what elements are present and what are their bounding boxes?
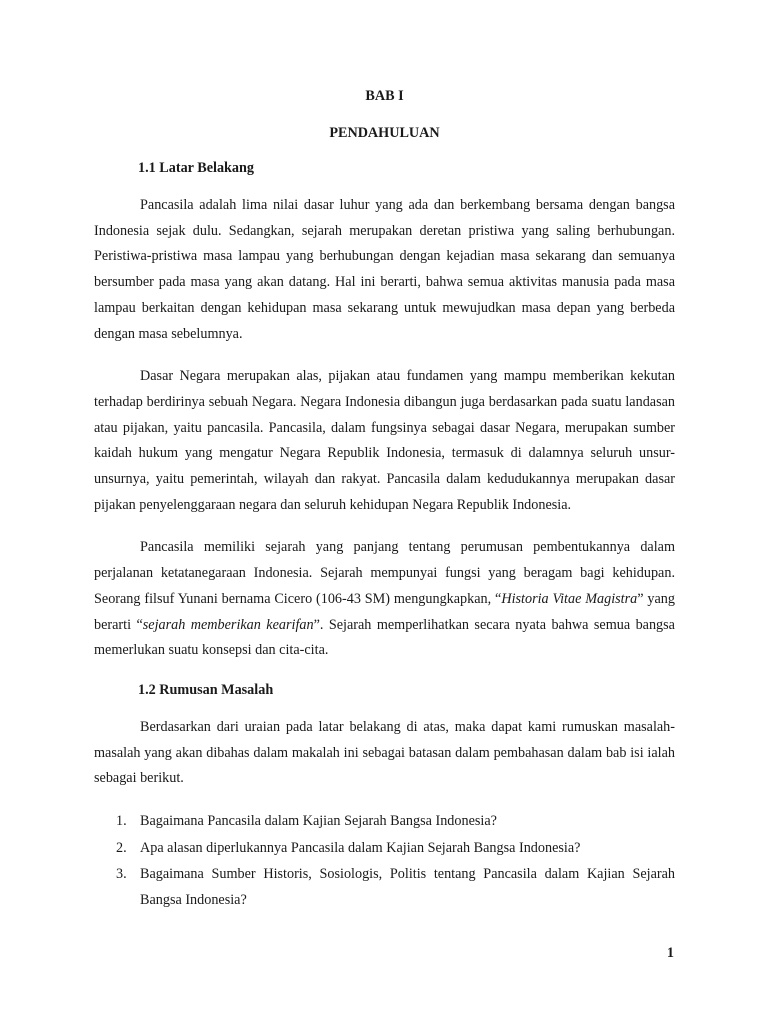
- page-number: 1: [666, 945, 674, 961]
- list-item: [94, 809, 675, 835]
- paragraph: Berdasarkan dari uraian pada latar belakang di atas, maka dapat kami rumuskan masalah-masalah yang akan dibahas dalam makalah ini sebagai batasan dalam pembahasan dalam bab isi ialah sebagai berikut.: [94, 718, 675, 787]
- chapter-title: PENDAHULUAN: [329, 125, 440, 141]
- list-item-text: Bagaimana Sumber Historis, Sosiologis, Politis tentang Pancasila dalam Kajian Sejarah Bangsa Indonesia?: [140, 866, 675, 909]
- paragraph: Dasar Negara merupakan alas, pijakan atau fundamen yang mampu memberikan kekutan terhadap berdirinya sebuah Negara. Negara Indonesia dibangun juga berdasarkan pada suatu landasan atau pijakan, yaitu pancasila. Pancasila, dalam fungsinya sebagai dasar Negara, merupakan sumber kaidah hukum yang mengatur Negara Republik Indonesia, termasuk di dalamnya seluruh unsur-unsurnya, yaitu pemerintah, wilayah dan rakyat. Pancasila dalam kedudukannya merupakan dasar pijakan penyelenggaraan negara dan seluruh kehidupan Negara Republik Indonesia.: [94, 368, 675, 513]
- list-item-text: Bagaimana Pancasila dalam Kajian Sejarah Bangsa Indonesia?: [140, 813, 497, 830]
- italic-phrase: Historia Vitae Magistra: [501, 590, 638, 607]
- paragraph: [94, 535, 675, 664]
- list-item: [94, 862, 675, 913]
- list-item: [94, 836, 675, 862]
- paragraph-text: ” yang berarti “: [94, 590, 675, 633]
- page-content: [94, 84, 675, 915]
- list-item-text: Apa alasan diperlukannya Pancasila dalam Kajian Sejarah Bangsa Indonesia?: [140, 839, 581, 856]
- list-number: 3.: [116, 866, 127, 883]
- chapter-label: BAB I: [365, 88, 404, 104]
- question-list: [94, 809, 675, 914]
- paragraph-text: ”. Sejarah memperlihatkan secara nyata bahwa semua bangsa memerlukan suatu konsepsi dan cita-cita.: [94, 616, 675, 659]
- italic-phrase: sejarah memberikan kearifan: [142, 616, 314, 633]
- section-heading-rumusan-masalah: 1.2 Rumusan Masalah: [138, 681, 274, 698]
- list-number: 1.: [116, 813, 127, 830]
- paragraph-text: Pancasila memiliki sejarah yang panjang tentang perumusan pembentukannya dalam perjalanan ketatanegaraan Indonesia. Sejarah mempunyai fungsi yang beragam bagi kehidupan. Seorang filsuf Yunani bernama Cicero (106-43 SM) mengungkapkan, “: [94, 539, 675, 607]
- paragraph: Pancasila adalah lima nilai dasar luhur yang ada dan berkembang bersama dengan bangsa Indonesia sejak dulu. Sedangkan, sejarah merupakan deretan pristiwa yang saling berhubungan. Peristiwa-pristiwa masa lampau yang berhubungan dengan kejadian masa sekarang dan semuanya bersumber pada masa yang akan datang. Hal ini berarti, bahwa semua aktivitas manusia pada masa lampau berkaitan dengan kehidupan masa sekarang untuk mewujudkan masa depan yang berbeda dengan masa sebelumnya.: [94, 197, 675, 342]
- section-heading-latar-belakang: 1.1 Latar Belakang: [138, 160, 255, 176]
- list-number: 2.: [116, 839, 127, 856]
